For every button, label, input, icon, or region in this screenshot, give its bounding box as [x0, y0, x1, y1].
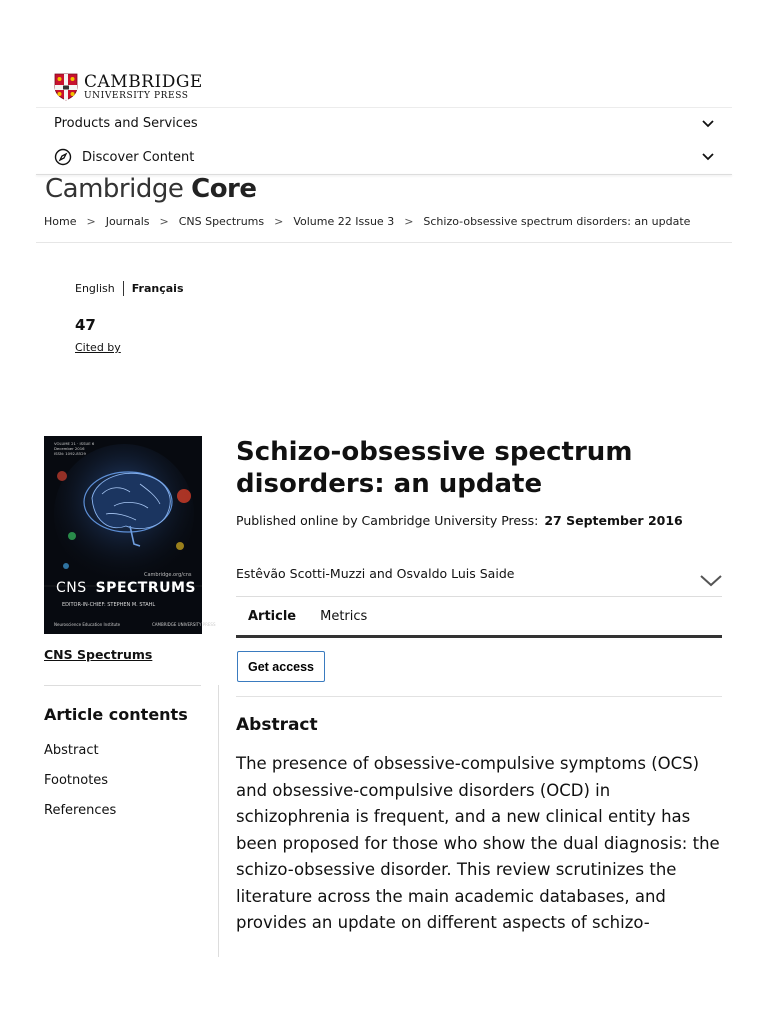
breadcrumb-divider — [36, 242, 732, 243]
published-prefix: Published online by Cambridge University Press: — [236, 513, 539, 528]
access-divider — [236, 696, 722, 697]
contents-item-abstract[interactable]: Abstract — [44, 743, 99, 758]
tab-article[interactable]: Article — [248, 609, 297, 624]
breadcrumb-separator: > — [159, 215, 169, 228]
abstract-heading: Abstract — [236, 715, 318, 735]
contents-item-references[interactable]: References — [44, 803, 117, 818]
cambridge-shield-icon — [54, 73, 78, 101]
breadcrumb-journal[interactable]: CNS Spectrums — [178, 215, 265, 228]
breadcrumb-journals[interactable]: Journals — [105, 215, 150, 228]
article-contents-heading: Article contents — [44, 705, 188, 724]
nav-products-label: Products and Services — [54, 116, 198, 131]
publisher-name-line2: UNIVERSITY PRESS — [84, 90, 189, 101]
nav-products-and-services[interactable] — [54, 116, 714, 131]
core-logo-bold: Core — [191, 174, 257, 204]
cover-footer-left: Neuroscience Education Institute — [54, 622, 121, 627]
article-tabs — [236, 609, 379, 624]
citation-count: 47 — [75, 316, 96, 334]
cover-title-light: CNS — [56, 580, 87, 596]
cover-footer-right: CAMBRIDGE UNIVERSITY PRESS — [152, 622, 216, 627]
tab-underline — [236, 635, 722, 638]
column-divider — [218, 685, 219, 957]
language-french[interactable]: Français — [131, 282, 184, 295]
article-authors[interactable]: Estêvão Scotti-Muzzi and Osvaldo Luis Saide — [236, 566, 515, 581]
abstract-text: The presence of obsessive-compulsive symptoms (OCS) and obsessive-compulsive disorders (OCD) in schizophrenia is frequent, and a new clinical entity has been proposed for those who show the dual diagnosis: the schizo-obsessive disorder. This review scrutinizes the literature across the main academic databases, and provides an update on different aspects of schizo- — [236, 754, 720, 932]
breadcrumb — [44, 215, 690, 228]
cambridge-university-press-logo[interactable] — [54, 73, 203, 101]
contents-item-footnotes[interactable]: Footnotes — [44, 773, 109, 788]
published-date: 27 September 2016 — [544, 513, 683, 528]
publication-info — [236, 513, 683, 528]
chevron-down-icon — [702, 120, 714, 128]
nav-discover-content[interactable] — [54, 148, 714, 166]
svg-text:CNS SPECTRUMS — [56, 580, 196, 596]
brain-illustration — [44, 436, 216, 634]
breadcrumb-issue[interactable]: Volume 22 Issue 3 — [293, 215, 395, 228]
cover-editor: EDITOR-IN-CHIEF: STEPHEN M. STAHL — [62, 602, 156, 608]
breadcrumb-separator: > — [274, 215, 284, 228]
get-access-button[interactable]: Get access — [237, 651, 325, 682]
breadcrumb-separator: > — [86, 215, 96, 228]
cover-meta: VOLUME 21 · ISSUE 6 December 2016 ISSN: 1092-8529 — [54, 441, 95, 456]
journal-link[interactable]: CNS Spectrums — [44, 647, 153, 662]
compass-icon — [54, 148, 72, 166]
cover-title-bold: SPECTRUMS — [95, 580, 196, 596]
nav-discover-label: Discover Content — [82, 149, 195, 165]
tab-metrics[interactable]: Metrics — [320, 609, 368, 624]
article-title: Schizo-obsessive spectrum disorders: an update — [236, 437, 633, 499]
breadcrumb-current: Schizo-obsessive spectrum disorders: an update — [423, 215, 691, 228]
publisher-name-line1: CAMBRIDGE — [84, 71, 203, 92]
journal-cover-image[interactable] — [44, 436, 216, 634]
chevron-down-icon[interactable] — [700, 575, 722, 587]
top-navigation — [36, 107, 732, 165]
cover-small-brand: Cambridge.org/cns — [144, 572, 192, 578]
language-english[interactable]: English — [75, 282, 115, 295]
language-switcher — [75, 281, 184, 296]
cited-by-link[interactable]: Cited by — [75, 341, 121, 354]
cambridge-core-logo[interactable] — [45, 174, 257, 204]
left-divider — [44, 685, 201, 686]
language-divider — [123, 281, 124, 296]
authors-divider — [236, 596, 722, 597]
breadcrumb-home[interactable]: Home — [44, 215, 77, 228]
chevron-down-icon — [702, 153, 714, 161]
core-logo-prefix: Cambridge — [45, 174, 184, 204]
breadcrumb-separator: > — [404, 215, 414, 228]
